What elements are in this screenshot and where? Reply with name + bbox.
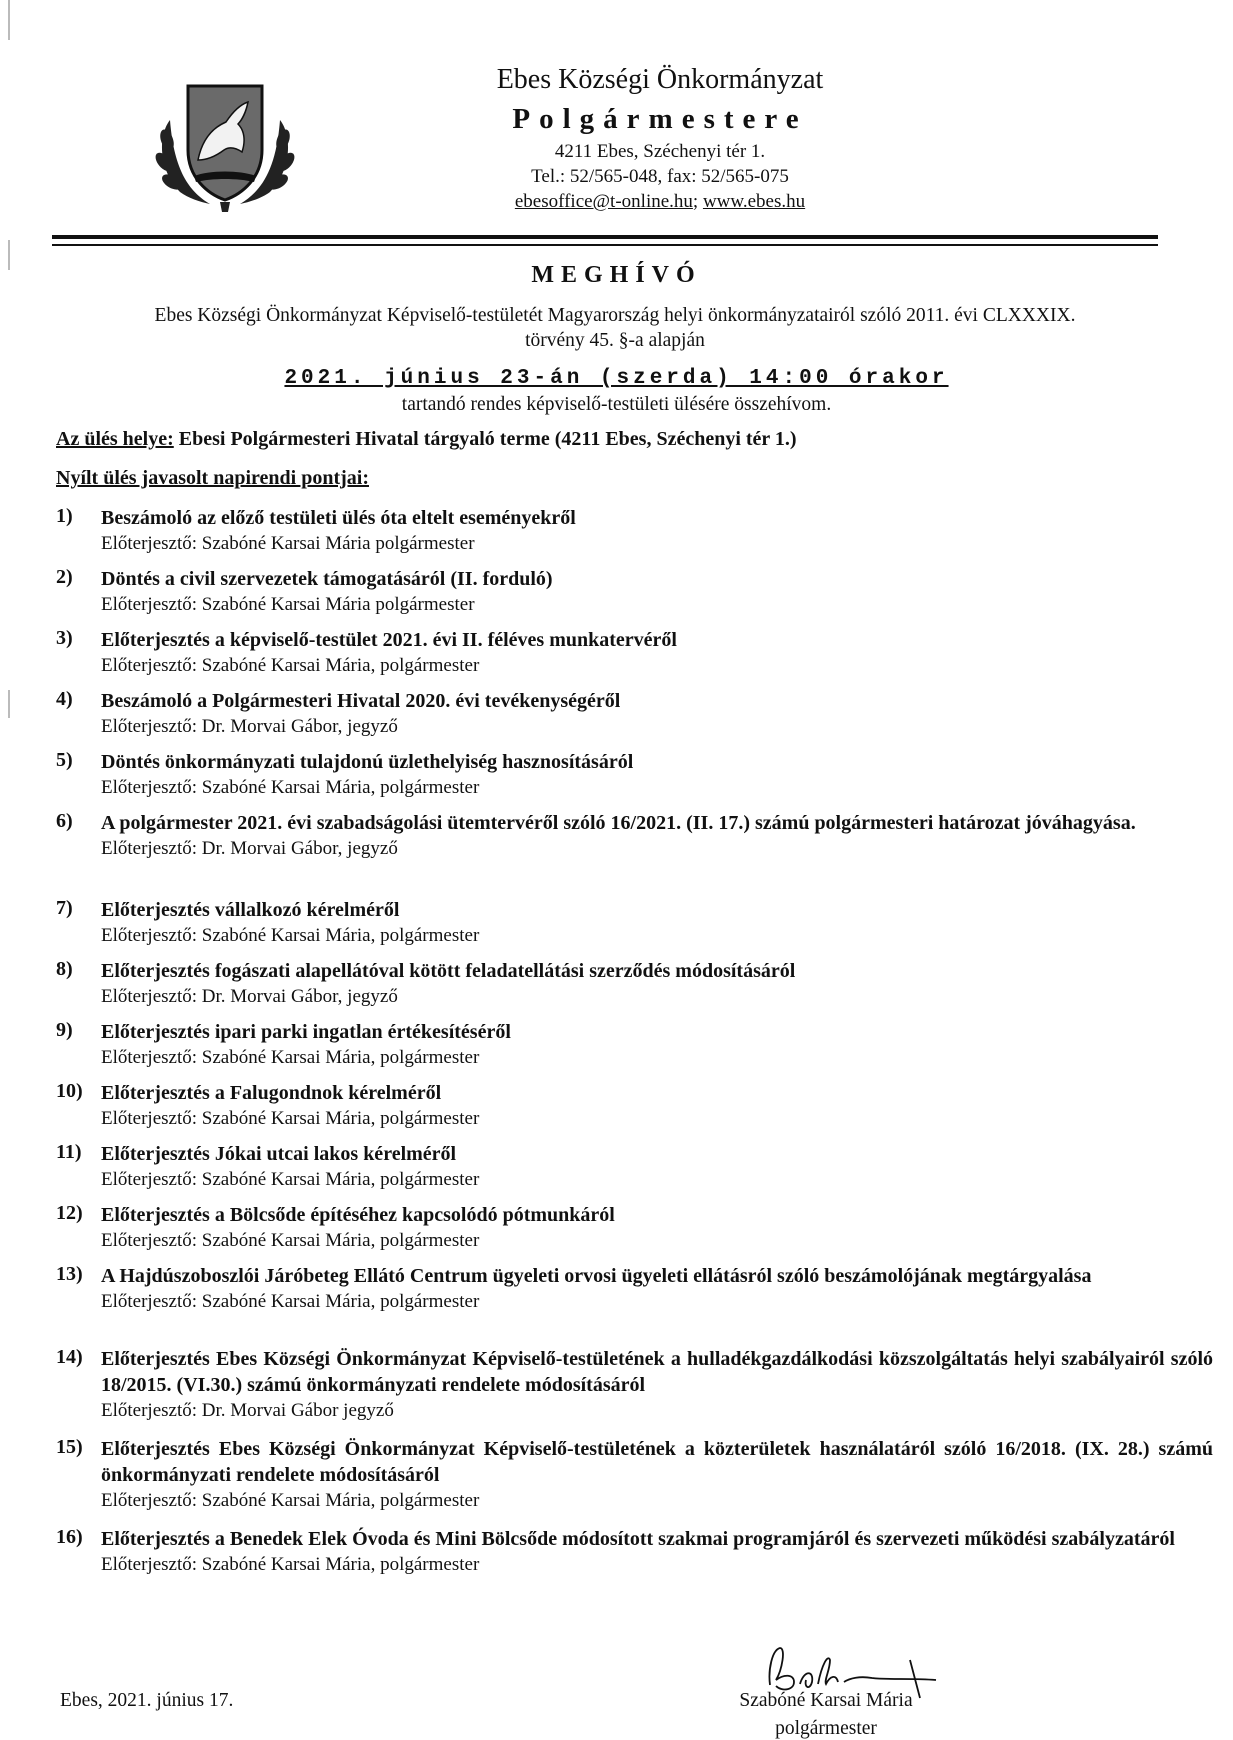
agenda-item-presenter: Előterjesztő: Szabóné Karsai Mária polgármester [101,533,475,554]
invitation-title: MEGHÍVÓ [531,262,702,288]
agenda-item-presenter: Előterjesztő: Dr. Morvai Gábor, jegyző [101,986,398,1007]
agenda-item-title: Beszámoló a Polgármesteri Hivatal 2020. évi tevékenységéről [101,690,621,712]
agenda-item-presenter: Előterjesztő: Szabóné Karsai Mária, polgármester [101,1230,480,1251]
org-title: Polgármestere [512,103,808,135]
venue-label: Az ülés helye: [56,428,174,450]
agenda-item-title: Előterjesztés ipari parki ingatlan értékesítéséről [101,1021,511,1043]
org-name: Ebes Községi Önkormányzat [496,64,824,95]
agenda-item-number: 4) [56,688,73,710]
agenda-item-title: Döntés önkormányzati tulajdonú üzlethelyiség hasznosításáról [101,751,634,773]
org-contact-line [380,191,940,213]
agenda-item-number: 14) [56,1346,83,1368]
signer-role: polgármester [775,1718,877,1739]
agenda-item-title: A Hajdúszoboszlói Járóbeteg Ellátó Centrum ügyeleti orvosi ügyeleti ellátásról szóló beszámolójának megtárgyalása [101,1265,1092,1287]
agenda-item-number: 7) [56,897,73,919]
agenda-item-title: Előterjesztés Jókai utcai lakos kérelméről [101,1143,457,1165]
agenda-item-title: Előterjesztés Ebes Községi Önkormányzat Képviselő-testületének a közterületek használatáról szóló 16/2018. (IX. 28.) számú önkormányzati rendelete módosításáról [101,1438,1213,1486]
agenda-item-presenter: Előterjesztő: Szabóné Karsai Mária polgármester [101,594,475,615]
agenda-item-presenter: Előterjesztő: Szabóné Karsai Mária, polgármester [101,1554,480,1575]
agenda-heading: Nyílt ülés javasolt napirendi pontjai: [56,467,369,489]
agenda-item-title: Előterjesztés a Benedek Elek Óvoda és Mini Bölcsőde módosított szakmai programjáról és szervezeti működési szabályzatáról [101,1528,1175,1550]
place-and-date: Ebes, 2021. június 17. [60,1690,234,1711]
venue [56,428,797,451]
agenda-item-title: Előterjesztés Ebes Községi Önkormányzat Képviselő-testületének a hulladékgazdálkodási közszolgáltatás helyi szabályairól szóló 18/2015. (VI.30.) számú önkormányzati rendelete módosításáról [101,1348,1213,1396]
org-phone-fax: Tel.: 52/565-048, fax: 52/565-075 [531,166,789,187]
municipal-crest [150,80,300,215]
agenda-item-presenter: Előterjesztő: Szabóné Karsai Mária, polgármester [101,655,480,676]
header-divider-thin [52,244,1158,246]
header-divider-thick [52,235,1158,239]
agenda-item-presenter: Előterjesztő: Dr. Morvai Gábor, jegyző [101,838,398,859]
intro-line-1: Ebes Községi Önkormányzat Képviselő-testületét Magyarország helyi önkormányzatairól szóló 2011. évi CLXXXIX. [154,305,1076,326]
agenda-item-presenter: Előterjesztő: Szabóné Karsai Mária, polgármester [101,777,480,798]
agenda-item-number: 13) [56,1263,83,1285]
scan-edge-mark [8,690,10,718]
agenda-item-number: 6) [56,810,73,832]
meeting-date-subtitle: tartandó rendes képviselő-testületi ülésére összehívom. [401,394,832,415]
intro-line-2: törvény 45. §-a alapján [525,330,705,351]
agenda-item-title: Előterjesztés vállalkozó kérelméről [101,899,400,921]
agenda-item-presenter: Előterjesztő: Szabóné Karsai Mária, polgármester [101,1291,480,1312]
meeting-date: 2021. június 23-án (szerda) 14:00 órakor [284,367,949,390]
agenda-item-number: 8) [56,958,73,980]
agenda-item-title: Előterjesztés a Bölcsőde építéséhez kapcsolódó pótmunkáról [101,1204,615,1226]
agenda-item-number: 2) [56,566,73,588]
agenda-item-number: 10) [56,1080,83,1102]
agenda-item-title: Döntés a civil szervezetek támogatásáról (II. forduló) [101,568,553,590]
agenda-item-presenter: Előterjesztő: Szabóné Karsai Mária, polgármester [101,1490,480,1511]
contact-separator: ; [692,191,703,212]
agenda-item-title: Előterjesztés a képviselő-testület 2021. évi II. féléves munkatervéről [101,629,677,651]
invitation-intro [60,303,1170,353]
agenda-item-number: 1) [56,505,73,527]
agenda-item-presenter: Előterjesztő: Dr. Morvai Gábor jegyző [101,1400,394,1421]
agenda-item-number: 11) [56,1141,82,1163]
agenda-item-number: 3) [56,627,73,649]
agenda-item-number: 15) [56,1436,83,1458]
agenda-item-title: Előterjesztés a Falugondnok kérelméről [101,1082,442,1104]
venue-text: Ebesi Polgármesteri Hivatal tárgyaló terme (4211 Ebes, Széchenyi tér 1.) [173,428,797,450]
org-address: 4211 Ebes, Széchenyi tér 1. [554,141,766,162]
agenda-item-presenter: Előterjesztő: Szabóné Karsai Mária, polgármester [101,1169,480,1190]
agenda-item-number: 5) [56,749,73,771]
agenda-item-presenter: Előterjesztő: Szabóné Karsai Mária, polgármester [101,1108,480,1129]
agenda-item-number: 9) [56,1019,73,1041]
agenda-item-presenter: Előterjesztő: Szabóné Karsai Mária, polgármester [101,925,480,946]
scan-edge-mark [8,0,10,40]
signer-name: Szabóné Karsai Mária [739,1690,913,1711]
agenda-item-presenter: Előterjesztő: Dr. Morvai Gábor, jegyző [101,716,398,737]
agenda-item-title: A polgármester 2021. évi szabadságolási ütemtervéről szóló 16/2021. (II. 17.) számú polgármesteri határozat jóváhagyása. [101,812,1136,834]
agenda-item-presenter: Előterjesztő: Szabóné Karsai Mária, polgármester [101,1047,480,1068]
website-link[interactable]: www.ebes.hu [702,191,806,212]
agenda-item-title: Előterjesztés fogászati alapellátóval kötött feladatellátási szerződés módosításáról [101,960,796,982]
agenda-item-number: 16) [56,1526,83,1548]
agenda-item-title: Beszámoló az előző testületi ülés óta eltelt eseményekről [101,507,576,529]
agenda-item-number: 12) [56,1202,83,1224]
email-link[interactable]: ebesoffice@t-online.hu [514,191,693,212]
